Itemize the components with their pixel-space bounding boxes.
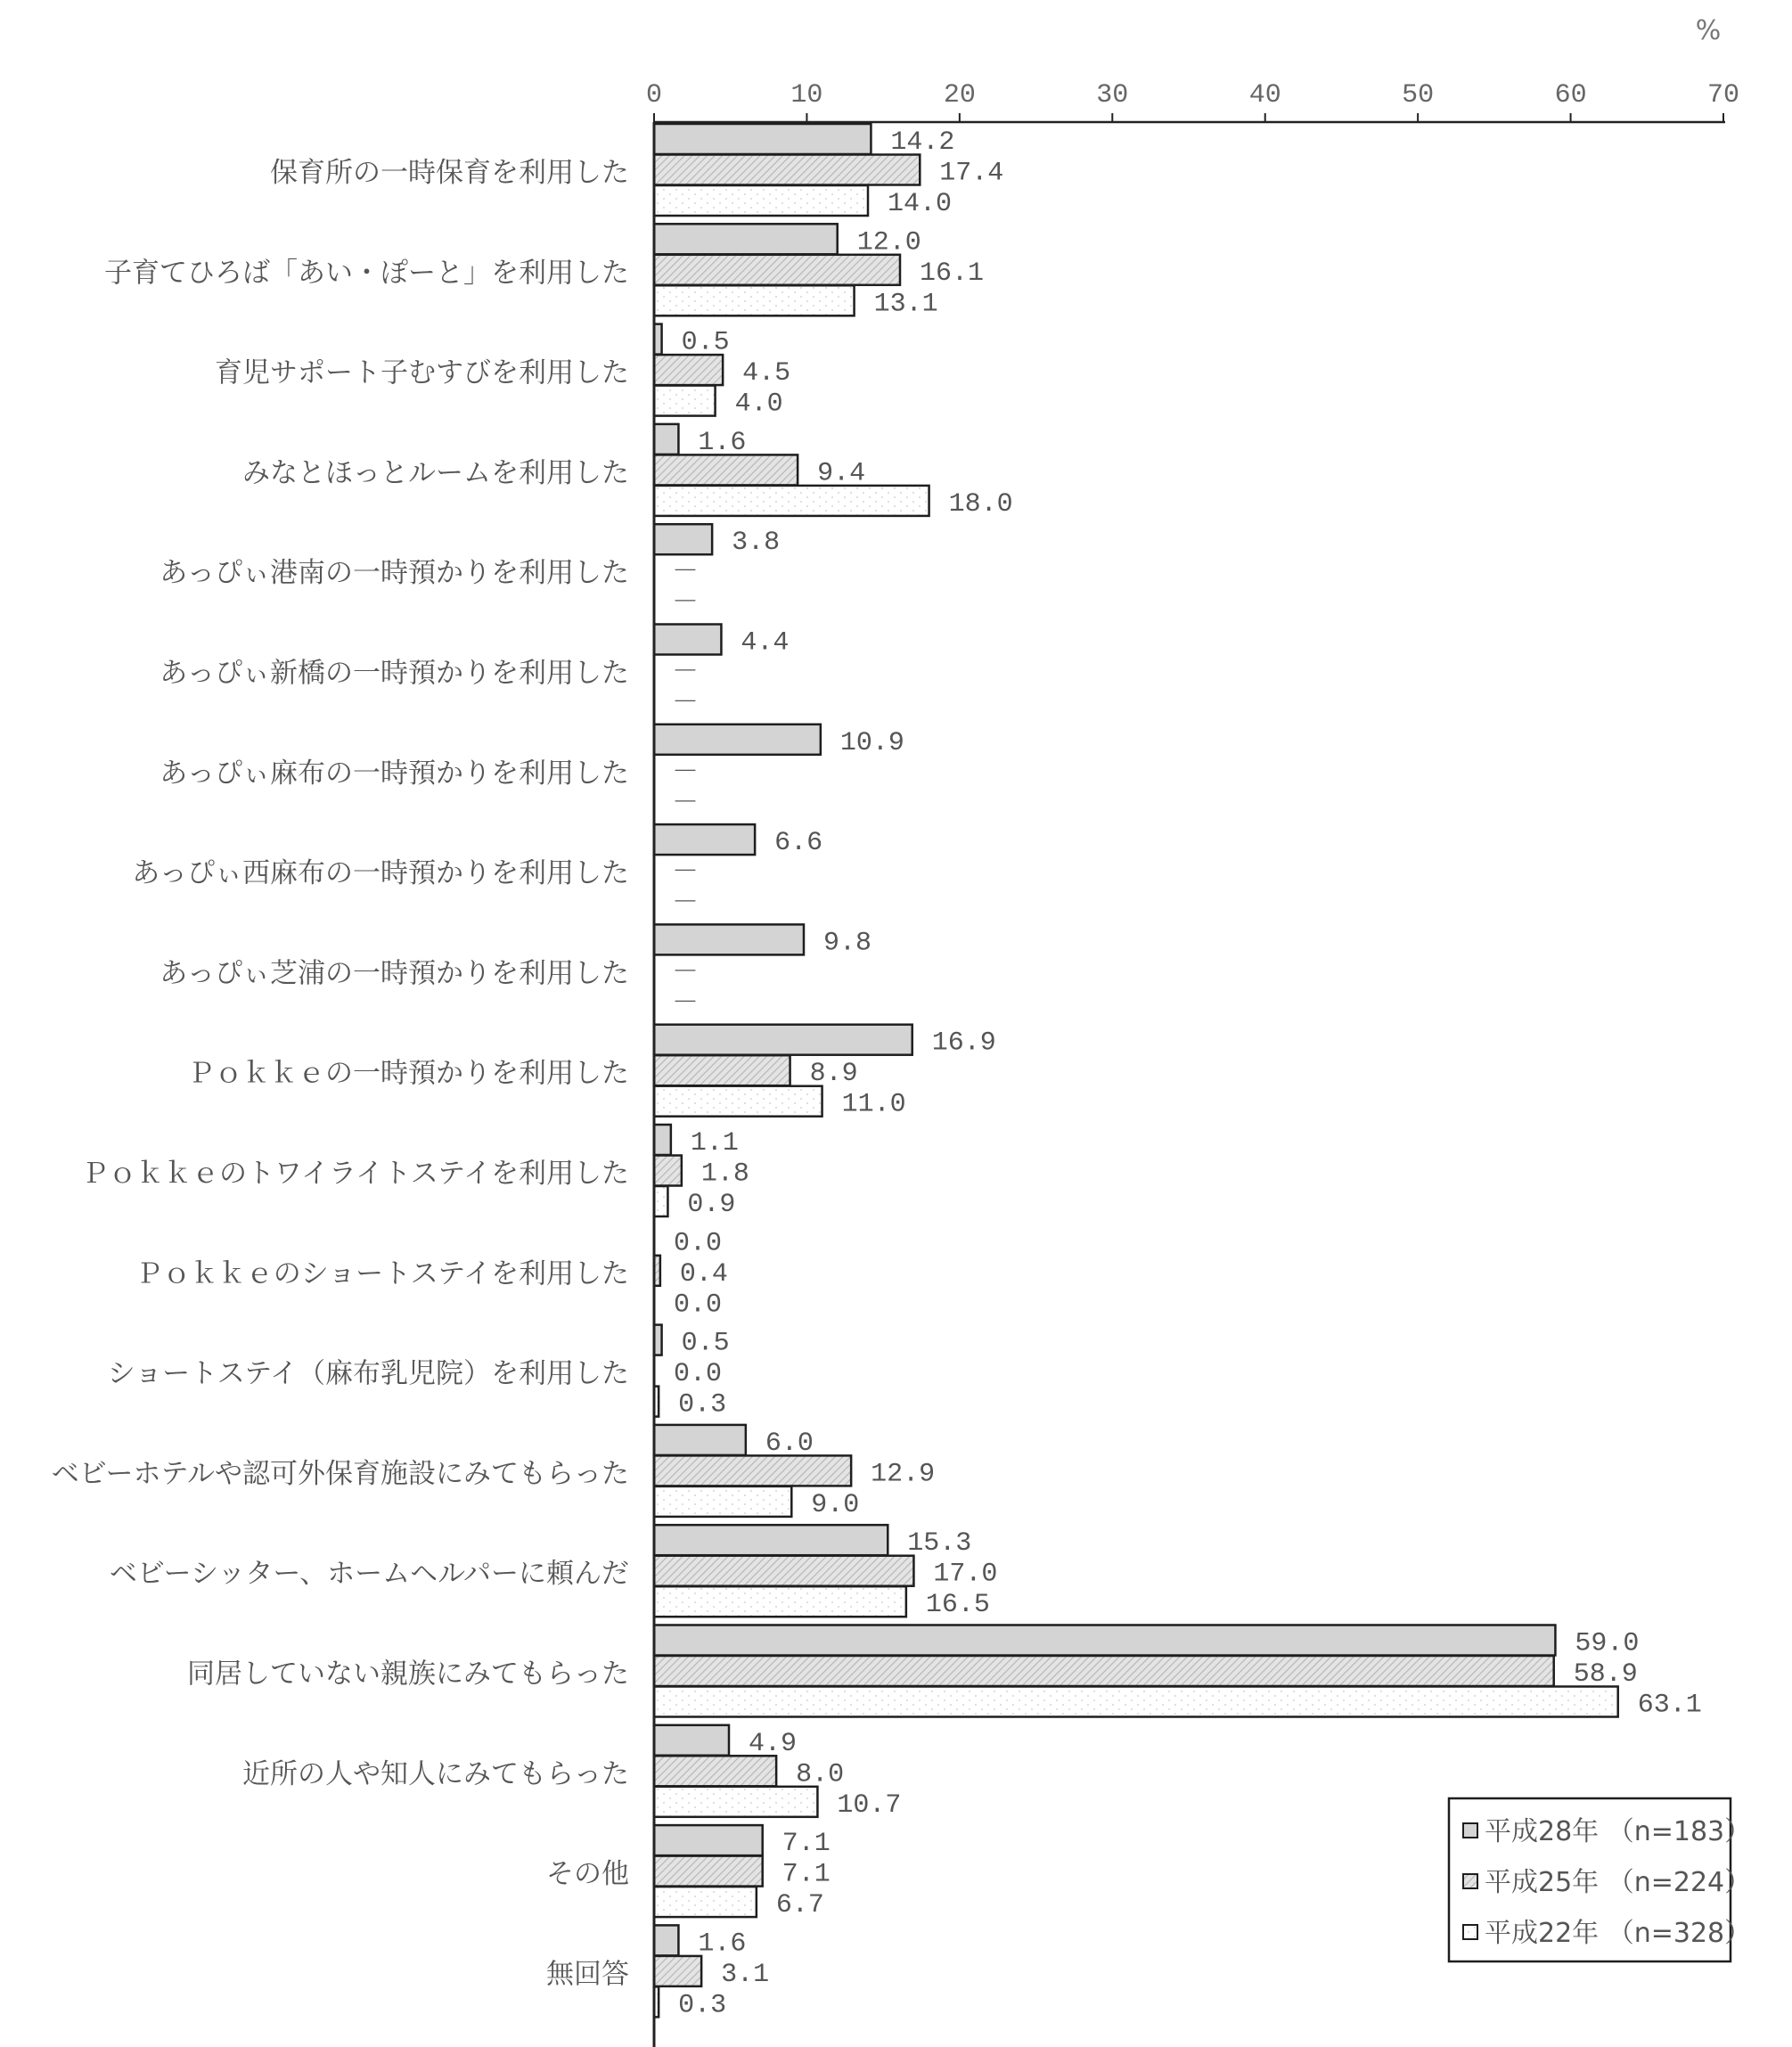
bar (654, 1825, 763, 1855)
bar (654, 1756, 776, 1786)
x-tick-label: 30 (1096, 80, 1129, 111)
category-label: ベビーホテルや認可外保育施設にみてもらった (51, 1457, 629, 1490)
value-label: 8.0 (796, 1759, 845, 1790)
x-tick-label: 60 (1554, 80, 1587, 111)
legend (1449, 1798, 1751, 1961)
value-label: 0.4 (679, 1258, 728, 1290)
value-label: 12.0 (856, 227, 921, 258)
bar (654, 224, 838, 254)
x-tick-label: 10 (790, 80, 823, 111)
x-tick-label: 20 (943, 80, 976, 111)
x-tick-label: 50 (1402, 80, 1435, 111)
value-label: 6.0 (765, 1428, 814, 1459)
value-label: 0.5 (681, 1328, 730, 1359)
bar (654, 1186, 667, 1216)
category-label: その他 (546, 1858, 629, 1891)
legend-swatch (1463, 1925, 1477, 1939)
value-label: － (672, 989, 699, 1020)
category-label: 無回答 (546, 1958, 629, 1991)
value-label: 10.7 (837, 1789, 902, 1821)
bar (654, 255, 900, 285)
value-label: 9.4 (817, 458, 866, 489)
value-label: － (672, 558, 699, 589)
bar (654, 454, 798, 485)
value-label: 14.2 (890, 127, 955, 158)
category-label: Ｐｏｋｋｅの一時預かりを利用した (187, 1057, 629, 1090)
value-label: 0.5 (681, 327, 730, 358)
value-label: 4.0 (734, 389, 783, 420)
bar (654, 185, 868, 216)
value-label: 16.9 (931, 1028, 996, 1059)
category-label: あっぴぃ麻布の一時預かりを利用した (160, 757, 629, 790)
category-label: あっぴぃ西麻布の一時預かりを利用した (132, 857, 629, 890)
bar (654, 1656, 1554, 1686)
value-label: 63.1 (1637, 1690, 1702, 1721)
legend-swatch (1463, 1874, 1477, 1888)
category-label: ベビーシッター、ホームヘルパーに頼んだ (109, 1558, 629, 1591)
value-label: 0.3 (678, 1389, 727, 1421)
value-label: 8.9 (809, 1059, 858, 1090)
value-label: 0.0 (674, 1228, 723, 1259)
value-label: － (672, 889, 699, 921)
category-label: みなとほっとルームを利用した (242, 456, 629, 489)
x-tick-label: 40 (1248, 80, 1281, 111)
category-label: 保育所の一時保育を利用した (270, 157, 629, 189)
legend-label: 平成28年 （n=183） (1485, 1816, 1752, 1847)
value-label: 4.5 (742, 358, 791, 389)
category-label: ショートステイ（麻布乳児院）を利用した (107, 1357, 629, 1390)
category-label: 近所の人や知人にみてもらった (242, 1757, 629, 1790)
value-labels (672, 127, 1702, 2020)
value-label: 14.0 (888, 189, 953, 219)
category-label: 育児サポート子むすびを利用した (215, 356, 629, 389)
bar (654, 1625, 1555, 1656)
bar (654, 1725, 729, 1756)
bar (654, 424, 678, 454)
bar (654, 924, 804, 954)
value-label: 3.8 (732, 528, 781, 559)
bar (654, 1025, 912, 1055)
value-label: － (672, 689, 699, 720)
value-label: 13.1 (873, 289, 938, 320)
bar (654, 1525, 888, 1555)
value-label: 59.0 (1575, 1628, 1640, 1659)
category-label: あっぴぃ芝浦の一時預かりを利用した (160, 957, 629, 990)
value-label: 1.8 (700, 1159, 749, 1190)
category-label: あっぴぃ港南の一時預かりを利用した (160, 557, 629, 590)
value-label: 10.9 (839, 727, 904, 758)
bar (654, 824, 755, 855)
value-label: 16.5 (925, 1590, 990, 1621)
bar (654, 355, 723, 385)
bar (654, 1486, 791, 1517)
bar (654, 486, 929, 516)
bar (654, 1787, 817, 1817)
value-label: － (672, 659, 699, 689)
legend-swatch (1463, 1823, 1477, 1838)
bar (654, 124, 871, 154)
bar (654, 1956, 701, 1986)
bar (654, 1086, 822, 1117)
value-label: 11.0 (841, 1089, 906, 1120)
value-label: 16.1 (920, 258, 985, 289)
bar (654, 1856, 763, 1887)
value-label: 1.1 (690, 1128, 739, 1159)
value-label: 7.1 (781, 1859, 831, 1890)
x-tick-label: 0 (645, 80, 663, 111)
bar (654, 1156, 682, 1186)
value-label: 6.6 (774, 828, 823, 859)
category-label: Ｐｏｋｋｅのショートステイを利用した (135, 1257, 629, 1290)
category-label: 同居していない親族にみてもらった (187, 1658, 629, 1691)
value-label: 6.7 (775, 1890, 824, 1921)
value-label: 0.9 (687, 1190, 736, 1220)
x-tick-label: 70 (1706, 80, 1740, 111)
bar (654, 285, 855, 315)
bar (654, 155, 920, 185)
bar (654, 1125, 671, 1155)
value-label: 18.0 (948, 488, 1013, 520)
value-label: 7.1 (781, 1829, 831, 1860)
value-label: － (672, 958, 699, 989)
value-label: 4.4 (741, 627, 790, 659)
category-label: Ｐｏｋｋｅのトワイライトステイを利用した (80, 1158, 629, 1190)
legend-label: 平成25年 （n=224） (1485, 1867, 1752, 1898)
value-label: 1.6 (698, 427, 747, 458)
bar (654, 1055, 790, 1085)
value-label: － (672, 858, 699, 889)
bar (654, 1925, 678, 1955)
value-label: 3.1 (721, 1959, 770, 1990)
bar (654, 386, 716, 416)
bar (654, 1687, 1618, 1717)
value-label: 17.4 (939, 158, 1004, 189)
value-label: 12.9 (871, 1459, 936, 1490)
value-label: 4.9 (749, 1728, 798, 1759)
value-label: 9.8 (823, 928, 872, 959)
value-label: 15.3 (907, 1528, 972, 1560)
value-label: 58.9 (1573, 1659, 1638, 1690)
value-label: 17.0 (933, 1559, 998, 1590)
value-label: 1.6 (698, 1928, 747, 1960)
value-label: 0.3 (678, 1990, 727, 2021)
bar (654, 1425, 746, 1455)
bar (654, 725, 821, 755)
bar (654, 1455, 851, 1486)
category-label: 子育てひろば「あい・ぽーと」を利用した (104, 257, 629, 290)
bar (654, 625, 721, 655)
value-label: － (672, 589, 699, 620)
category-label: あっぴぃ新橋の一時預かりを利用した (160, 657, 629, 690)
value-label: 9.0 (811, 1489, 860, 1520)
unit-label: % (1695, 15, 1722, 46)
category-labels (52, 157, 629, 1990)
bar (654, 1887, 757, 1917)
x-axis-ticks (646, 80, 1739, 122)
value-label: － (672, 758, 699, 790)
bar (654, 524, 712, 554)
value-label: － (672, 789, 699, 820)
value-label: 0.0 (674, 1359, 723, 1390)
legend-label: 平成22年 （n=328） (1485, 1918, 1752, 1949)
bar (654, 1556, 913, 1586)
value-label: 0.0 (674, 1290, 723, 1321)
bar (654, 1586, 906, 1617)
bars (654, 124, 1618, 2017)
